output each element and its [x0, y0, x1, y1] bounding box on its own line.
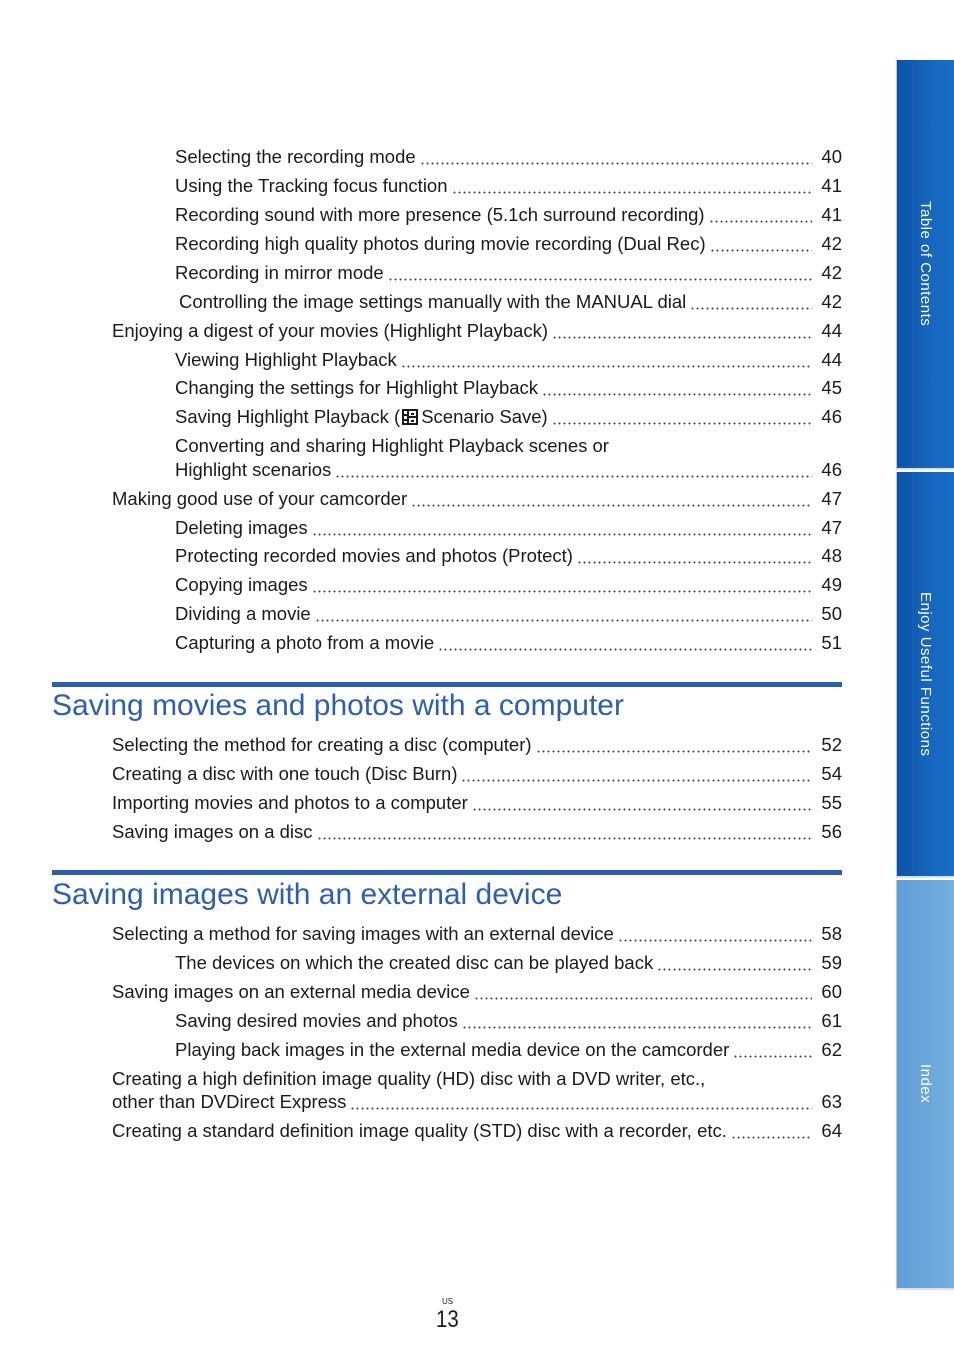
dot-leader — [438, 631, 812, 655]
dot-leader — [552, 405, 812, 429]
toc-entry[interactable] — [112, 319, 842, 343]
dot-leader — [733, 1038, 812, 1062]
toc-entry-page: 41 — [821, 175, 842, 196]
dot-leader — [420, 145, 812, 169]
toc-entry[interactable] — [175, 951, 842, 975]
toc-entry[interactable] — [112, 922, 842, 946]
toc-entry[interactable] — [175, 376, 842, 400]
toc-entry-title: Saving images on an external media device — [112, 981, 470, 1002]
toc-entry-page: 40 — [821, 146, 842, 167]
toc-entry-title: Capturing a photo from a movie — [175, 632, 435, 653]
toc-entry-page: 45 — [821, 377, 842, 398]
toc-entry[interactable] — [175, 631, 842, 655]
toc-entry[interactable] — [112, 791, 842, 815]
dot-leader — [312, 516, 812, 540]
toc-entry[interactable] — [112, 733, 842, 757]
toc-entry-title: Importing movies and photos to a computer — [112, 792, 468, 813]
toc-entry[interactable] — [175, 544, 842, 568]
toc-entry-title: Changing the settings for Highlight Playback — [175, 377, 539, 398]
dot-leader — [335, 458, 812, 482]
toc-entry[interactable] — [175, 232, 842, 256]
dot-leader — [690, 290, 812, 314]
toc-entry-page: 52 — [821, 734, 842, 755]
toc-entry-page: 42 — [821, 262, 842, 283]
section-heading[interactable]: Saving images with an external device — [52, 878, 563, 911]
toc-entry-page: 59 — [821, 952, 842, 973]
page-number: 13 — [436, 1306, 459, 1333]
toc-entry-title: Recording high quality photos during movie recording (Dual Rec) — [175, 233, 706, 254]
toc-entry-title — [175, 405, 552, 429]
toc-entry-page: 50 — [821, 603, 842, 624]
section-divider — [52, 682, 842, 687]
toc-entry-page: 54 — [821, 763, 842, 784]
toc-entry[interactable] — [175, 405, 842, 429]
toc-entry[interactable] — [175, 203, 842, 227]
toc-entry-page: 56 — [821, 821, 842, 842]
toc-entry-page: 47 — [821, 488, 842, 509]
toc-entry-page: 46 — [821, 459, 842, 480]
toc-entry-title: Copying images — [175, 574, 308, 595]
toc-entry-page: 41 — [821, 204, 842, 225]
toc-entry[interactable] — [175, 1009, 842, 1033]
toc-entry[interactable] — [112, 980, 842, 1004]
scenario-save-icon — [401, 408, 419, 426]
toc-entry-title: Recording sound with more presence (5.1ch surround recording) — [175, 204, 705, 225]
toc-entry-title: Viewing Highlight Playback — [175, 349, 397, 370]
dot-leader — [350, 1090, 812, 1114]
dot-leader — [472, 791, 812, 815]
dot-leader — [411, 487, 812, 511]
tab-enjoy-useful-functions[interactable] — [896, 472, 954, 878]
toc-entry-title: Enjoying a digest of your movies (Highlight Playback) — [112, 320, 548, 341]
toc-entry-page: 60 — [821, 981, 842, 1002]
toc-entry-title: Using the Tracking focus function — [175, 175, 448, 196]
toc-entry-title: Protecting recorded movies and photos (Protect) — [175, 545, 573, 566]
dot-leader — [577, 544, 812, 568]
toc-entry-title: Making good use of your camcorder — [112, 488, 408, 509]
toc-entry[interactable] — [112, 820, 842, 844]
section-heading[interactable]: Saving movies and photos with a computer — [52, 689, 624, 722]
toc-entry[interactable] — [175, 573, 842, 597]
dot-leader — [710, 232, 812, 256]
dot-leader — [401, 348, 812, 372]
toc-entry-page: 44 — [821, 349, 842, 370]
dot-leader — [462, 1009, 812, 1033]
tab-label: Table of Contents — [917, 201, 934, 327]
toc-entry-page: 49 — [821, 574, 842, 595]
toc-entry-title: other than DVDirect Express — [112, 1091, 347, 1112]
toc-entry-title: Playing back images in the external media device on the camcorder — [175, 1039, 730, 1060]
toc-entry[interactable] — [112, 487, 842, 511]
toc-entry-title-end: Scenario Save) — [421, 406, 548, 427]
toc-entry[interactable] — [175, 458, 842, 482]
dot-leader — [731, 1119, 812, 1143]
toc-entry[interactable] — [112, 762, 842, 786]
toc-entry-title: Controlling the image settings manually with the MANUAL dial — [179, 291, 687, 312]
toc-entry-page: 51 — [821, 632, 842, 653]
dot-leader — [461, 762, 812, 786]
toc-entry-page: 42 — [821, 291, 842, 312]
toc-entry-title: The devices on which the created disc can be played back — [175, 952, 654, 973]
toc-entry-title-line1[interactable]: Creating a high definition image quality (HD) disc with a DVD writer, etc., — [112, 1068, 706, 1089]
toc-entry[interactable] — [112, 1090, 842, 1114]
toc-entry[interactable] — [175, 174, 842, 198]
toc-entry-page: 55 — [821, 792, 842, 813]
toc-entry-title: Selecting the recording mode — [175, 146, 416, 167]
toc-entry-page: 62 — [821, 1039, 842, 1060]
dot-leader — [618, 922, 812, 946]
dot-leader — [536, 733, 812, 757]
toc-entry-title-line1[interactable]: Converting and sharing Highlight Playback scenes or — [175, 435, 609, 456]
toc-entry[interactable] — [112, 1119, 842, 1143]
toc-entry-title: Selecting the method for creating a disc (computer) — [112, 734, 532, 755]
dot-leader — [315, 602, 812, 626]
dot-leader — [317, 820, 812, 844]
toc-entry[interactable] — [175, 261, 842, 285]
toc-entry-page: 58 — [821, 923, 842, 944]
toc-entry-title: Creating a disc with one touch (Disc Burn) — [112, 763, 458, 784]
toc-entry[interactable] — [179, 290, 842, 314]
toc-entry-page: 48 — [821, 545, 842, 566]
toc-entry-page: 42 — [821, 233, 842, 254]
tab-table-of-contents[interactable] — [896, 60, 954, 470]
toc-entry[interactable] — [175, 516, 842, 540]
toc-entry[interactable] — [175, 145, 842, 169]
toc-entry[interactable] — [175, 348, 842, 372]
toc-entry-page: 47 — [821, 517, 842, 538]
toc-entry-page: 44 — [821, 320, 842, 341]
toc-entry-title: Saving images on a disc — [112, 821, 313, 842]
dot-leader — [552, 319, 812, 343]
toc-entry-title: Selecting a method for saving images with an external device — [112, 923, 614, 944]
region-code: US — [442, 1297, 454, 1306]
section-divider — [52, 870, 842, 875]
toc-entry-title: Recording in mirror mode — [175, 262, 384, 283]
dot-leader — [312, 573, 812, 597]
tab-index[interactable] — [896, 880, 954, 1290]
dot-leader — [388, 261, 812, 285]
toc-entry-page: 61 — [821, 1010, 842, 1031]
toc-entry[interactable] — [175, 1038, 842, 1062]
tab-label: Enjoy Useful Functions — [917, 591, 934, 757]
dot-leader — [542, 376, 812, 400]
toc-entry[interactable] — [175, 602, 842, 626]
dot-leader — [709, 203, 812, 227]
toc-entry-page: 46 — [821, 406, 842, 427]
tab-label: Index — [917, 1064, 934, 1104]
toc-entry-page: 63 — [821, 1091, 842, 1112]
toc-entry-title-start: Saving Highlight Playback ( — [175, 406, 401, 427]
dot-leader — [474, 980, 812, 1004]
toc-entry-title: Dividing a movie — [175, 603, 311, 624]
dot-leader — [657, 951, 812, 975]
toc-entry-title: Deleting images — [175, 517, 308, 538]
toc-entry-title: Saving desired movies and photos — [175, 1010, 458, 1031]
toc-entry-page: 64 — [821, 1120, 842, 1141]
toc-entry-title: Creating a standard definition image quality (STD) disc with a recorder, etc. — [112, 1120, 727, 1141]
dot-leader — [452, 174, 812, 198]
toc-entry-title: Highlight scenarios — [175, 459, 332, 480]
